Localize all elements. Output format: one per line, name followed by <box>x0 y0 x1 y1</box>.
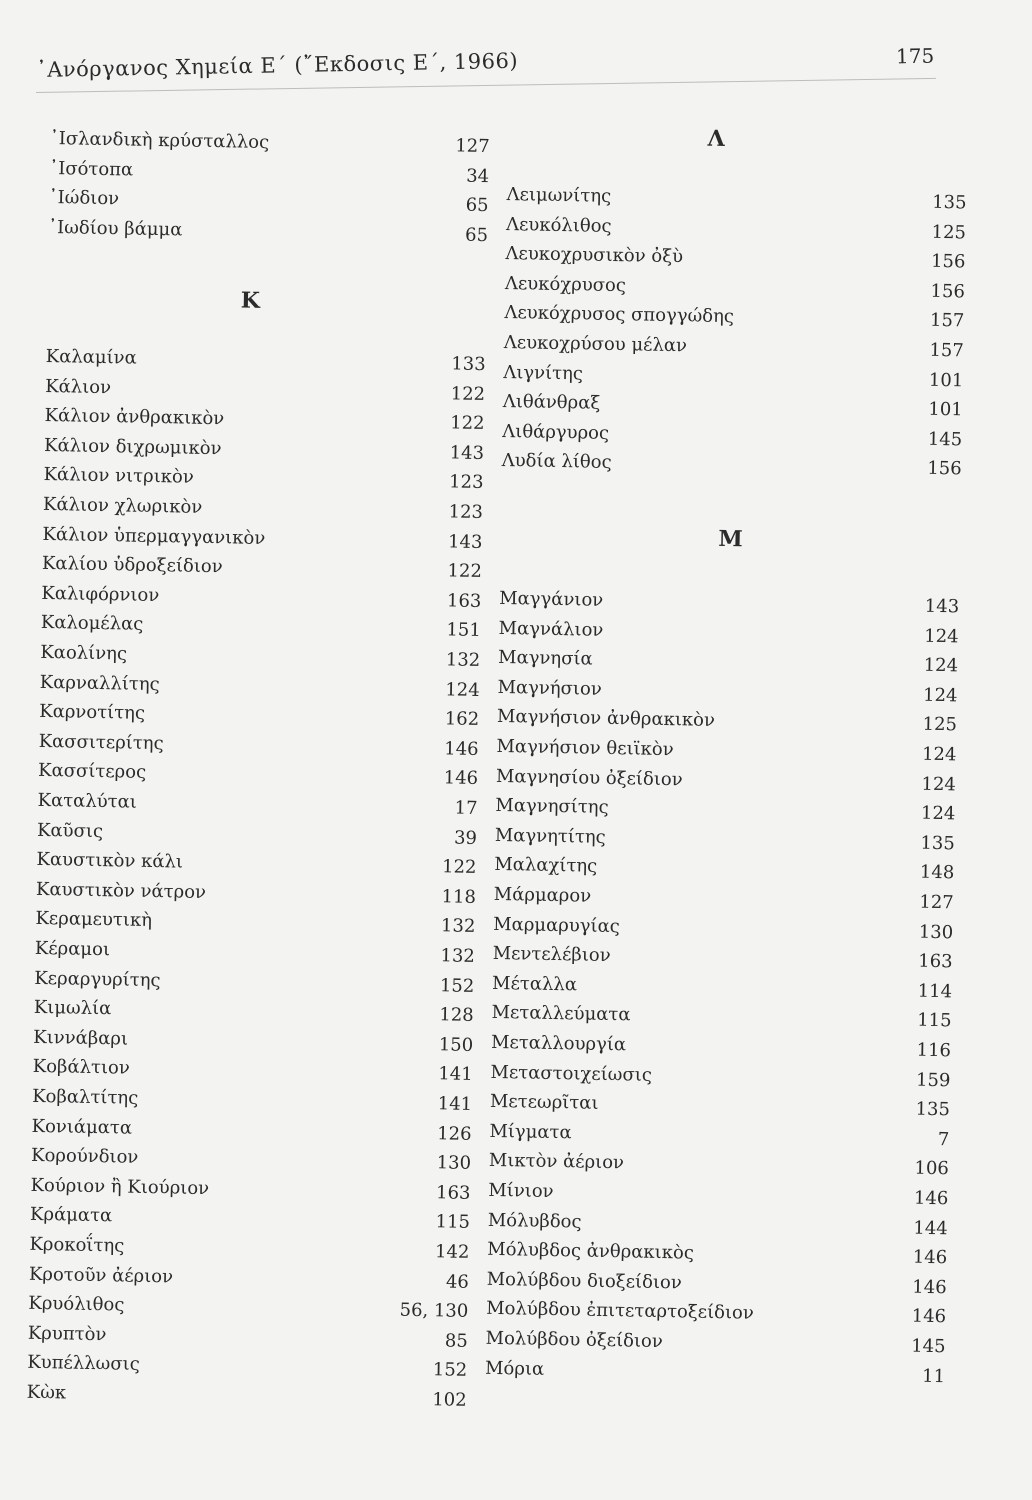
index-term: Λειμωνίτης <box>506 183 612 207</box>
index-term: Καταλύται <box>37 789 138 813</box>
index-term: Κιννάβαρι <box>33 1026 129 1050</box>
header-rule <box>36 78 936 93</box>
index-page-ref: 156 <box>927 458 962 480</box>
index-page-ref: 157 <box>929 339 965 362</box>
index-term: Μολύβδου διοξείδιον <box>486 1268 682 1294</box>
index-term: Καλαμίνα <box>45 345 137 369</box>
index-term: Μικτὸν ἀέριον <box>488 1150 625 1174</box>
index-page-ref: 11 <box>921 1365 946 1387</box>
index-term: Μαγνησία <box>497 647 593 670</box>
index-term: Μαγνήσιον ἀνθρακικὸν <box>496 706 716 732</box>
index-term: Καλομέλας <box>40 612 144 636</box>
index-page-ref: 128 <box>439 1004 474 1027</box>
index-page-ref: 148 <box>919 862 955 884</box>
index-page-ref: 122 <box>450 382 486 405</box>
index-term: Κρυπτὸν <box>27 1322 107 1346</box>
index-term: Μαγνάλιον <box>498 617 604 641</box>
index-page-ref: 144 <box>913 1217 948 1239</box>
index-page-ref: 126 <box>437 1122 472 1145</box>
index-page-ref: 65 <box>464 224 489 246</box>
index-page-ref: 124 <box>921 743 957 766</box>
index-page-ref: 122 <box>441 856 477 879</box>
index-term: Κούριον ἢ Κιούριον <box>30 1174 210 1199</box>
index-page-ref: 124 <box>924 625 959 647</box>
index-term: Μεντελέβιον <box>492 943 611 967</box>
index-term: Λευκόχρυσος σπογγώδης <box>504 302 735 328</box>
index-term: Μετεωρῖται <box>489 1091 599 1115</box>
index-page-ref: 142 <box>434 1241 470 1263</box>
index-page-ref: 150 <box>438 1034 474 1056</box>
index-page-ref: 106 <box>914 1158 950 1180</box>
index-page-ref: 124 <box>923 654 959 677</box>
index-term: Μόρια <box>484 1357 545 1380</box>
index-page-ref: 39 <box>453 827 478 849</box>
index-page-ref: 116 <box>916 1039 952 1062</box>
index-page-ref: 115 <box>916 1010 952 1032</box>
index-term: Καῦσις <box>36 819 104 842</box>
index-term: Καλιφόρνιον <box>41 582 160 606</box>
index-page-ref: 141 <box>437 1093 473 1115</box>
index-page-ref: 133 <box>451 353 486 376</box>
index-term: Καλίου ὑδροξείδιον <box>41 553 223 578</box>
index-page-ref: 135 <box>920 832 955 855</box>
index-term: Μέταλλα <box>491 972 578 996</box>
index-page-ref: 143 <box>924 595 960 618</box>
index-term: Λιθάργυρος <box>502 420 610 444</box>
index-term: Μαγνητίτης <box>494 824 606 848</box>
index-term: Κάλιον <box>45 375 112 398</box>
index-term: ᾿Ισλανδικὴ κρύσταλλος <box>49 127 270 154</box>
index-page-ref: 46 <box>445 1271 470 1293</box>
index-page-ref: 145 <box>927 428 963 451</box>
index-term: Μεταλλεύματα <box>491 1002 631 1026</box>
index-page-ref: 146 <box>912 1246 948 1269</box>
index-term: Μόλυβδος <box>487 1209 582 1233</box>
index-page-ref: 156 <box>930 250 966 273</box>
index-page-ref: 115 <box>435 1211 471 1234</box>
index-term: Κάλιον νιτρικὸν <box>43 464 194 489</box>
index-page-ref: 34 <box>466 165 490 187</box>
index-page-ref: 157 <box>929 310 965 332</box>
index-term: Καυστικὸν νάτρον <box>35 878 207 903</box>
index-term: Κάλιον ἀνθρακικὸν <box>44 405 225 430</box>
index-page-ref: 151 <box>446 619 481 642</box>
index-term: Μίνιον <box>488 1179 554 1203</box>
index-page-ref: 127 <box>919 891 954 914</box>
index-page-ref: 123 <box>448 471 484 494</box>
index-term: ᾿Ιωδίου βάμμα <box>47 216 183 241</box>
index-term: Κράματα <box>29 1204 113 1227</box>
entries-iota <box>47 124 510 246</box>
index-term: Κρυόλιθος <box>28 1292 125 1316</box>
index-term: Κιμωλία <box>33 997 112 1020</box>
index-term: Κυπέλλωσις <box>27 1352 140 1376</box>
index-page-ref: 143 <box>447 530 483 553</box>
index-term: Κοβάλτιον <box>32 1056 130 1080</box>
index-page-ref: 132 <box>440 945 476 967</box>
index-term: Μαλαχίτης <box>494 854 598 878</box>
index-page-ref: 141 <box>438 1063 473 1086</box>
index-page-ref: 146 <box>444 738 479 760</box>
index-page-ref: 124 <box>920 802 956 825</box>
index-page-ref: 145 <box>911 1335 946 1358</box>
index-page-ref: 135 <box>931 191 967 214</box>
index-page-ref: 124 <box>921 773 957 795</box>
index-page-ref: 135 <box>915 1098 951 1121</box>
index-term: Λιγνίτης <box>503 361 584 385</box>
index-term: Λευκόλιθος <box>505 213 612 237</box>
index-term: Κεραργυρίτης <box>34 967 161 991</box>
index-page-ref: 162 <box>444 708 480 731</box>
entries-lambda <box>501 118 968 480</box>
index-term: Καρναλλίτης <box>39 671 160 695</box>
index-term: Κασσίτερος <box>37 760 147 784</box>
index-page-ref: 124 <box>922 684 958 707</box>
index-term: Μαγνήσιον <box>497 676 602 700</box>
index-term: Μαγγάνιον <box>499 587 604 611</box>
index-page-ref: 130 <box>436 1152 472 1175</box>
index-page-ref: 143 <box>449 442 485 464</box>
index-term: Καρνοτίτης <box>39 701 146 725</box>
index-page-ref: 101 <box>928 398 963 421</box>
section-letter-kappa: Κ <box>240 287 261 314</box>
index-term: Κάλιον διχρωμικὸν <box>43 434 222 459</box>
index-term: Μολύβδου ἐπιτεταρτοξείδιον <box>485 1298 754 1325</box>
index-page-ref: 17 <box>454 797 478 819</box>
index-page-ref: 130 <box>918 921 954 943</box>
index-page-ref: 56, 130 <box>399 1299 469 1323</box>
index-page-ref: 146 <box>911 1305 947 1328</box>
index-term: ᾿Ισότοπα <box>48 157 134 181</box>
index-page-ref: 102 <box>432 1389 467 1411</box>
index-page-ref: 132 <box>445 649 481 671</box>
index-page-ref: 7 <box>937 1128 950 1151</box>
index-term: Κοβαλτίτης <box>31 1085 139 1109</box>
index-term: ᾿Ιώδιον <box>48 187 120 210</box>
index-term: Καυστικὸν κάλι <box>36 849 184 873</box>
index-page-ref: 163 <box>918 950 953 973</box>
index-term: Κεραμευτικὴ <box>35 908 153 932</box>
index-page-ref: 65 <box>465 194 489 217</box>
index-term: Μολύβδου ὀξείδιον <box>485 1327 663 1353</box>
index-term: Κροκοΐτης <box>29 1233 125 1257</box>
index-page-ref: 125 <box>922 714 958 736</box>
index-column-right <box>484 118 968 1387</box>
index-term: Μεταστοιχείωσις <box>490 1061 653 1086</box>
index-term: Κασσιτερίτης <box>38 730 164 754</box>
index-term: Καολίνης <box>40 641 128 665</box>
index-page-ref: 127 <box>455 135 490 158</box>
index-page-ref: 122 <box>447 560 483 583</box>
index-term: Λευκόχρυσος <box>504 272 627 296</box>
index-term: Κάλιον χλωρικὸν <box>42 493 203 518</box>
index-page-ref: 101 <box>928 369 964 391</box>
index-page-ref: 122 <box>450 412 485 435</box>
index-page-ref: 146 <box>912 1276 947 1299</box>
index-term: Μαγνήσιον θειϊκὸν <box>496 735 674 761</box>
section-letter-lambda: Λ <box>707 125 725 152</box>
index-page-ref: 163 <box>435 1182 471 1204</box>
index-term: Μαγνησίου ὀξείδιον <box>495 765 683 790</box>
index-term: Λιθάνθραξ <box>502 391 601 414</box>
index-term: Μεταλλουργία <box>490 1031 627 1056</box>
index-term: Κὼκ <box>26 1381 67 1404</box>
index-page-ref: 114 <box>917 980 953 1003</box>
section-letter-mu: Μ <box>718 525 743 553</box>
index-page-ref: 156 <box>930 280 966 303</box>
index-term: Κάλιον ὑπερμαγγανικὸν <box>42 523 266 549</box>
index-page-ref: 163 <box>446 590 482 612</box>
index-page-ref: 152 <box>432 1359 468 1382</box>
index-term: Μάρμαρον <box>493 883 592 907</box>
index-term: Μαρμαρυγίας <box>493 913 621 937</box>
index-term: Μόλυβδος ἀνθρακικὸς <box>487 1238 695 1264</box>
index-term: Κροτοῦν ἀέριον <box>28 1263 174 1288</box>
index-page-ref: 124 <box>445 678 480 701</box>
index-page-ref: 159 <box>915 1069 951 1091</box>
index-page-ref: 118 <box>441 886 477 908</box>
index-page-ref: 146 <box>443 767 479 790</box>
index-column-left <box>26 124 510 1411</box>
index-term: Λευκοχρύσου μέλαν <box>503 331 688 357</box>
running-title: ᾿Ανόργανος Χημεία Ε΄ (῎Εκδοσις Ε΄, 1966) <box>36 48 519 82</box>
index-term: Κορούνδιον <box>30 1145 139 1168</box>
index-page-ref: 132 <box>440 915 476 938</box>
index-page-ref: 85 <box>444 1330 468 1352</box>
index-page-ref: 125 <box>931 221 967 244</box>
index-term: Μίγματα <box>489 1120 572 1144</box>
index-page-ref: 123 <box>448 501 484 523</box>
index-term: Κονιάματα <box>31 1115 133 1139</box>
index-term: Λυδία λίθος <box>501 450 612 474</box>
index-term: Κέραμοι <box>34 937 111 961</box>
index-page-ref: 146 <box>913 1187 949 1210</box>
index-term: Λευκοχρυσικὸν ὀξὺ <box>505 243 684 268</box>
index-page-ref: 152 <box>439 974 475 997</box>
index-term: Μαγνησίτης <box>495 795 609 819</box>
page-number: 175 <box>895 43 935 69</box>
